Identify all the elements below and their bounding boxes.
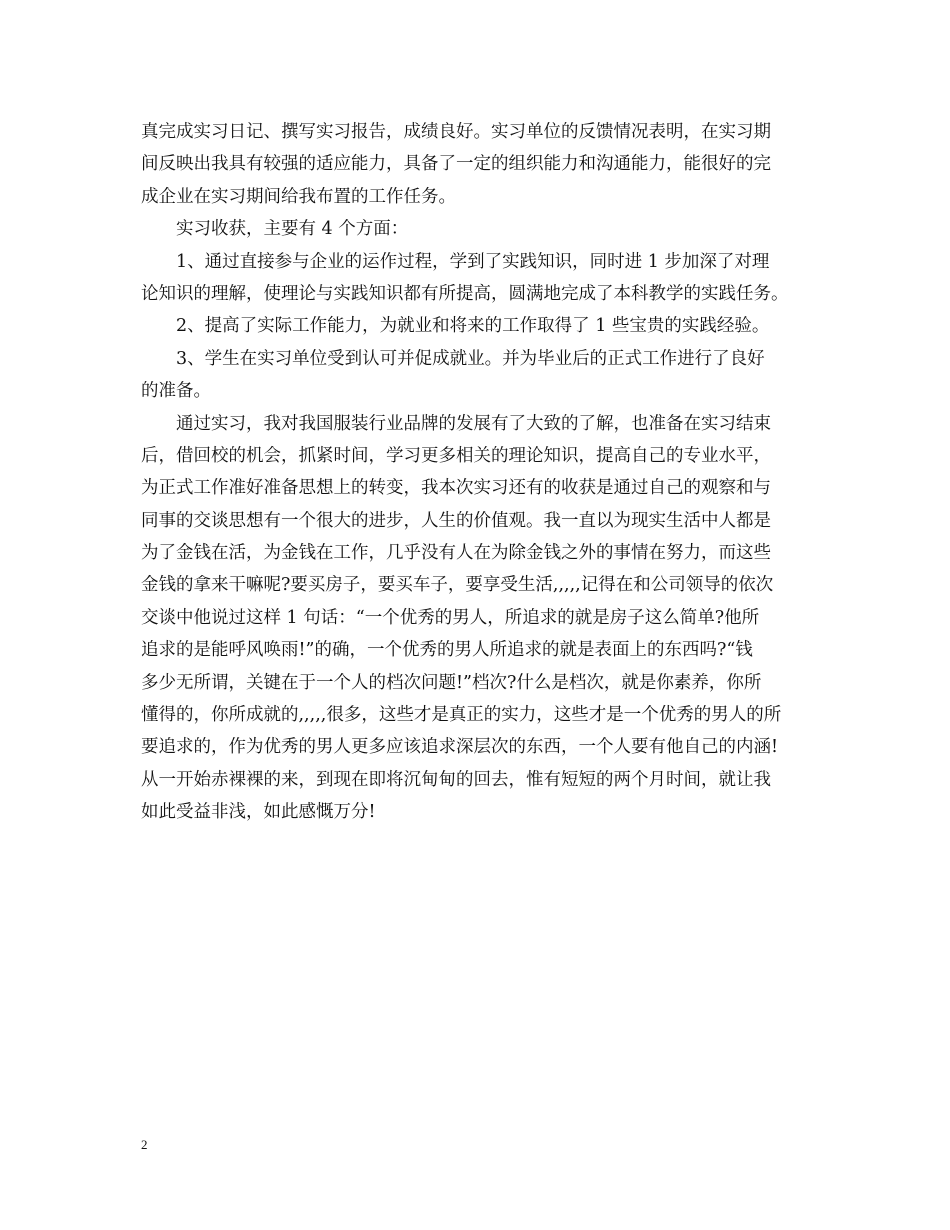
text-line: 间反映出我具有较强的适应能力，具备了一定的组织能力和沟通能力，能很好的完 [141, 154, 771, 175]
text-line: 3、学生在实习单位受到认可并促成就业。并为毕业后的正式工作进行了良好 [176, 348, 765, 369]
text-line: 懂得的，你所成就的,,,,,很多，这些才是真正的实力，这些才是一个优秀的男人的所 [141, 705, 782, 726]
text-line: 同事的交谈思想有一个很大的进步，人生的价值观。我一直以为现实生活中人都是 [141, 510, 771, 531]
page-number: 2 [141, 1137, 148, 1152]
text-line: 追求的是能呼风唤雨!”的确，一个优秀的男人所追求的就是表面上的东西吗?“钱 [141, 640, 753, 661]
text-line: 1、通过直接参与企业的运作过程，学到了实践知识，同时进 1 步加深了对理 [176, 251, 770, 272]
text-line: 为了金钱在活，为金钱在工作，几乎没有人在为除金钱之外的事情在努力，而这些 [141, 543, 771, 564]
text-line: 成企业在实习期间给我布置的工作任务。 [141, 186, 456, 207]
text-line: 的准备。 [141, 381, 211, 402]
text-line: 从一开始赤裸裸的来，到现在即将沉甸甸的回去，惟有短短的两个月时间，就让我 [141, 769, 771, 790]
text-line: 后，借回校的机会，抓紧时间，学习更多相关的理论知识，提高自己的专业水平， [141, 445, 771, 466]
text-line: 真完成实习日记、撰写实习报告，成绩良好。实习单位的反馈情况表明，在实习期 [141, 122, 771, 142]
text-line: 论知识的理解，使理论与实践知识都有所提高，圆满地完成了本科教学的实践任务。 [141, 283, 789, 304]
text-line: 金钱的拿来干嘛呢?要买房子，要买车子，要享受生活,,,,,记得在和公司领导的依次 [141, 575, 774, 596]
text-line: 为正式工作准好准备思想上的转变，我本次实习还有的收获是通过自己的观察和与 [141, 478, 771, 499]
text-line: 多少无所谓，关键在于一个人的档次问题!”档次?什么是档次，就是你素养，你所 [141, 672, 762, 693]
text-line: 交谈中他说过这样 1 句话：“一个优秀的男人，所追求的就是房子这么简单?他所 [141, 607, 760, 628]
text-line: 2、提高了实际工作能力，为就业和将来的工作取得了 1 些宝贵的实践经验。 [176, 316, 770, 337]
text-line: 要追求的，作为优秀的男人更多应该追求深层次的东西，一个人要有他自己的内涵! [141, 737, 779, 758]
body-text [141, 116, 821, 829]
text-line: 如此受益非浅，如此感慨万分! [141, 802, 376, 823]
text-line: 通过实习，我对我国服装行业品牌的发展有了大致的了解，也准备在实习结束 [176, 413, 771, 434]
text-line: 实习收获，主要有 4 个方面： [176, 219, 409, 240]
